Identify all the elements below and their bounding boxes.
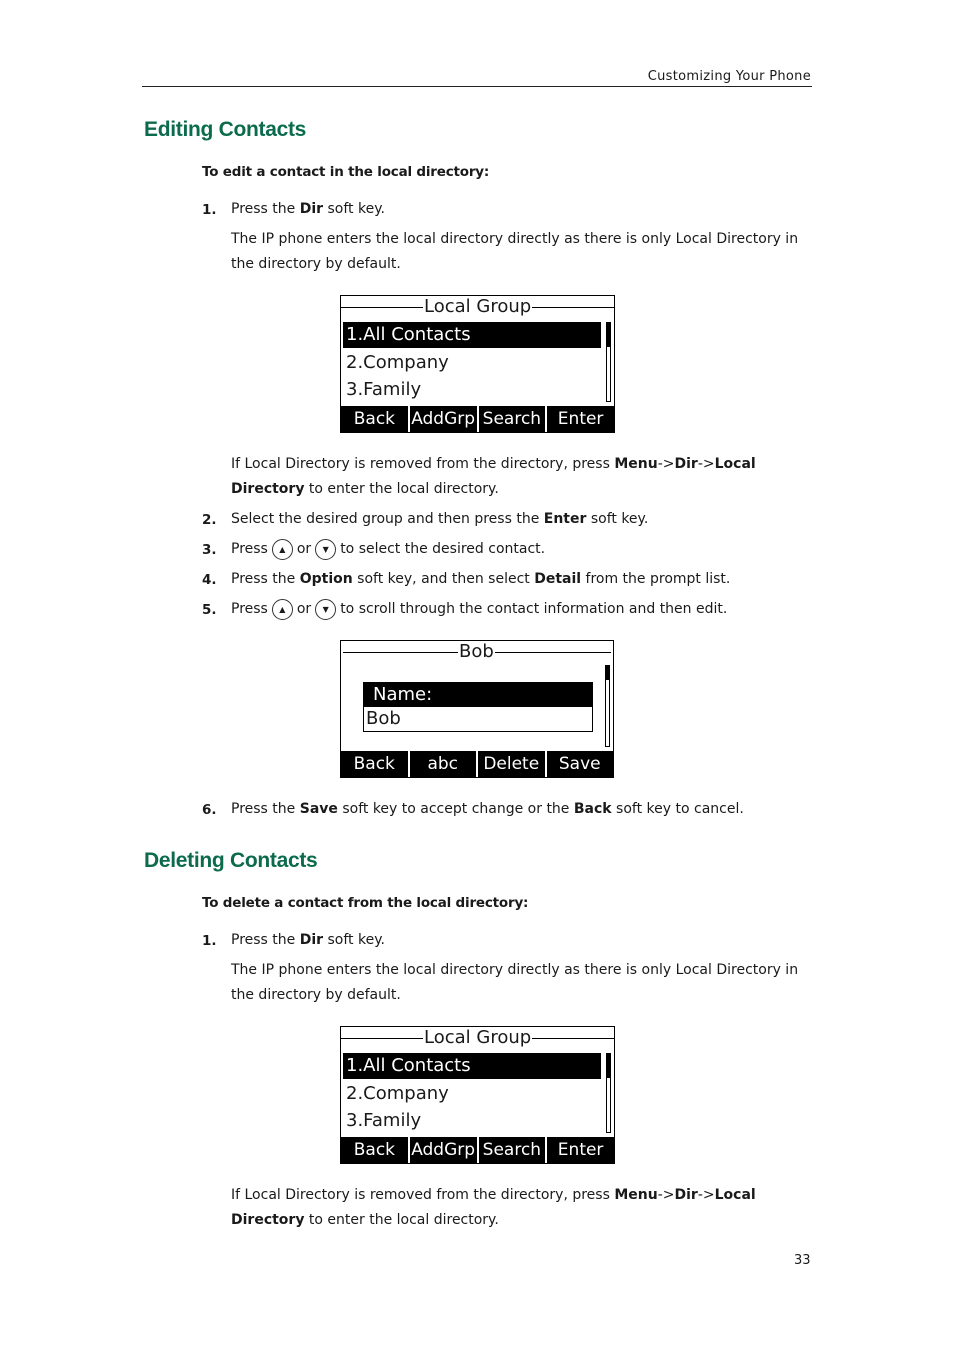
phone-screen-local-group xyxy=(340,1026,615,1164)
softkey-search: Search xyxy=(477,406,546,432)
screen-list-item: 1.All Contacts xyxy=(343,322,601,348)
softkey-addgrp: AddGrp xyxy=(408,406,477,432)
field-value: Bob xyxy=(363,707,593,732)
up-navigation-key-icon: ▲ xyxy=(272,599,293,620)
step-text: Press the Save soft key to accept change or the Back soft key to cancel. xyxy=(231,801,744,817)
screen-title: Bob xyxy=(459,641,494,662)
step-note: The IP phone enters the local directory directly as there is only Local Directory in the directory by default. xyxy=(231,231,799,272)
softkey-save: Save xyxy=(545,751,614,777)
phone-screen-contact-detail xyxy=(340,640,614,778)
step-text: Press ▲ or ▼ to scroll through the contact information and then edit. xyxy=(231,597,821,622)
up-navigation-key-icon: ▲ xyxy=(272,539,293,560)
removed-directory-note: If Local Directory is removed from the directory, press Menu->Dir->Local Directory to enter the local directory. xyxy=(231,456,756,497)
screen-title: Local Group xyxy=(424,296,532,317)
softkey-bar xyxy=(341,751,613,777)
field-label: Name: xyxy=(363,682,593,707)
softkey-bar xyxy=(341,1137,614,1163)
step-number: 3. xyxy=(202,542,217,558)
step-note: The IP phone enters the local directory directly as there is only Local Directory in the directory by default. xyxy=(231,962,799,1003)
header-rule xyxy=(142,86,812,87)
softkey-enter: Enter xyxy=(545,1137,614,1163)
softkey-back: Back xyxy=(353,1140,396,1160)
screen-list-item: 2.Company xyxy=(346,352,449,373)
screen-list-item: 3.Family xyxy=(346,379,422,400)
softkey-bar xyxy=(341,406,614,432)
step-number: 2. xyxy=(202,512,217,528)
running-header: Customizing Your Phone xyxy=(647,69,811,84)
screen-list-item: 1.All Contacts xyxy=(343,1053,601,1079)
step-text: Press the Dir soft key. xyxy=(231,932,385,948)
screen-list-item: 3.Family xyxy=(346,1110,422,1131)
screen-list-item: 2.Company xyxy=(346,1083,449,1104)
removed-directory-note: If Local Directory is removed from the directory, press Menu->Dir->Local Directory to enter the local directory. xyxy=(231,1187,756,1228)
softkey-search: Search xyxy=(477,1137,546,1163)
step-number: 5. xyxy=(202,602,217,618)
step-text: Press the Dir soft key. xyxy=(231,201,385,217)
down-navigation-key-icon: ▼ xyxy=(315,539,336,560)
softkey-back: Back xyxy=(353,754,395,774)
down-navigation-key-icon: ▼ xyxy=(315,599,336,620)
section-heading-editing: Editing Contacts xyxy=(144,118,307,141)
screen-title: Local Group xyxy=(424,1027,532,1048)
step-number: 4. xyxy=(202,572,217,588)
screen-scrollbar xyxy=(606,322,611,402)
step-number: 6. xyxy=(202,802,217,818)
step-text: Press the Option soft key, and then select Detail from the prompt list. xyxy=(231,571,731,587)
screen-scrollbar xyxy=(606,1053,611,1133)
page-number: 33 xyxy=(794,1253,811,1268)
softkey-addgrp: AddGrp xyxy=(408,1137,477,1163)
procedure-title-delete: To delete a contact from the local directory: xyxy=(202,895,529,911)
softkey-back: Back xyxy=(353,409,396,429)
step-number: 1. xyxy=(202,933,217,949)
step-text: Select the desired group and then press the Enter soft key. xyxy=(231,511,649,527)
step-number: 1. xyxy=(202,202,217,218)
softkey-enter: Enter xyxy=(545,406,614,432)
phone-screen-local-group xyxy=(340,295,615,433)
procedure-title-edit: To edit a contact in the local directory: xyxy=(202,164,490,180)
step-text: Press ▲ or ▼ to select the desired contact. xyxy=(231,537,821,562)
softkey-delete: Delete xyxy=(476,751,545,777)
screen-scrollbar xyxy=(605,665,610,747)
section-heading-deleting: Deleting Contacts xyxy=(144,849,318,872)
softkey-abc: abc xyxy=(408,751,477,777)
